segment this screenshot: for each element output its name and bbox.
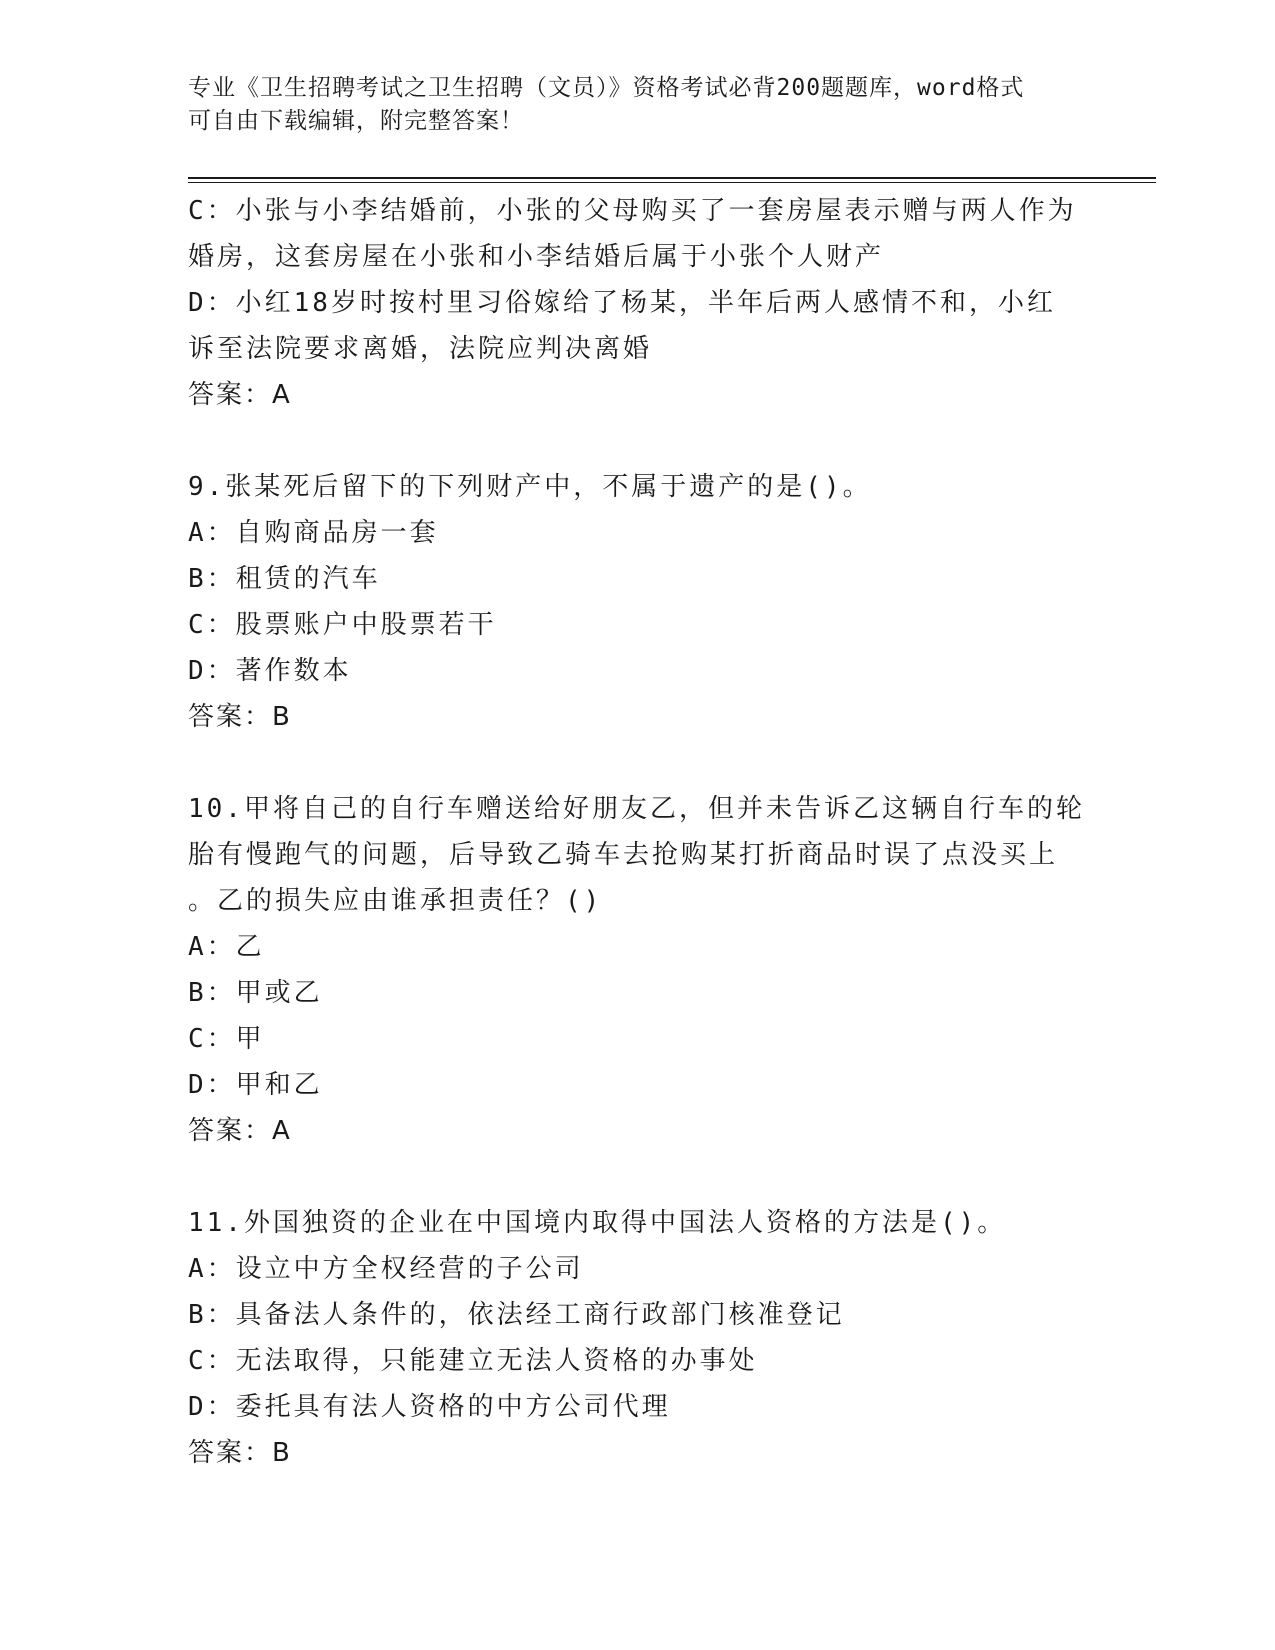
q10-option-a: A：乙 <box>188 932 265 962</box>
q9-stem: 9.张某死后留下的下列财产中，不属于遗产的是()。 <box>188 472 872 502</box>
q8-option-c-line-2: 婚房，这套房屋在小张和小李结婚后属于小张个人财产 <box>188 242 885 272</box>
q10-answer: 答案：A <box>188 1116 292 1146</box>
q10-option-c: C：甲 <box>188 1024 265 1054</box>
document-header <box>188 72 1088 138</box>
header-title-line-1: 专业《卫生招聘考试之卫生招聘（文员）》资格考试必背200题题库，word格式 <box>188 75 1025 101</box>
q11-stem: 11.外国独资的企业在中国境内取得中国法人资格的方法是()。 <box>188 1208 1007 1238</box>
q10-option-b: B：甲或乙 <box>188 978 323 1008</box>
q9-option-c: C：股票账户中股票若干 <box>188 610 497 640</box>
q11-option-c: C：无法取得，只能建立无法人资格的办事处 <box>188 1346 758 1376</box>
q9-option-a: A：自购商品房一套 <box>188 518 439 548</box>
q8-option-d-line-2: 诉至法院要求离婚，法院应判决离婚 <box>188 334 653 364</box>
q11-option-a: A：设立中方全权经营的子公司 <box>188 1254 584 1284</box>
q11-option-d: D：委托具有法人资格的中方公司代理 <box>188 1392 671 1422</box>
header-divider-thin <box>188 182 1156 183</box>
q11-option-b: B：具备法人条件的，依法经工商行政部门核准登记 <box>188 1300 845 1330</box>
q8-option-c-line-1: C：小张与小李结婚前，小张的父母购买了一套房屋表示赠与两人作为 <box>188 196 1077 226</box>
q10-stem-line-2: 胎有慢跑气的问题，后导致乙骑车去抢购某打折商品时误了点没买上 <box>188 840 1059 870</box>
q10-option-d: D：甲和乙 <box>188 1070 323 1100</box>
q8-answer: 答案：A <box>188 380 292 410</box>
header-title-line-2: 可自由下载编辑，附完整答案！ <box>188 108 524 134</box>
q9-option-b: B：租赁的汽车 <box>188 564 381 594</box>
spacer <box>188 418 1088 464</box>
spacer <box>188 1154 1088 1200</box>
q10-stem-line-1: 10.甲将自己的自行车赠送给好朋友乙，但并未告诉乙这辆自行车的轮 <box>188 794 1085 824</box>
q9-answer: 答案：B <box>188 702 292 732</box>
spacer <box>188 740 1088 786</box>
q11-answer: 答案：B <box>188 1438 292 1468</box>
q9-option-d: D：著作数本 <box>188 656 352 686</box>
q8-option-d-line-1: D：小红18岁时按村里习俗嫁给了杨某，半年后两人感情不和，小红 <box>188 288 1056 318</box>
question-list <box>188 188 1088 1476</box>
header-divider-thick <box>188 177 1156 179</box>
q10-stem-line-3: 。乙的损失应由谁承担责任？() <box>188 886 603 916</box>
